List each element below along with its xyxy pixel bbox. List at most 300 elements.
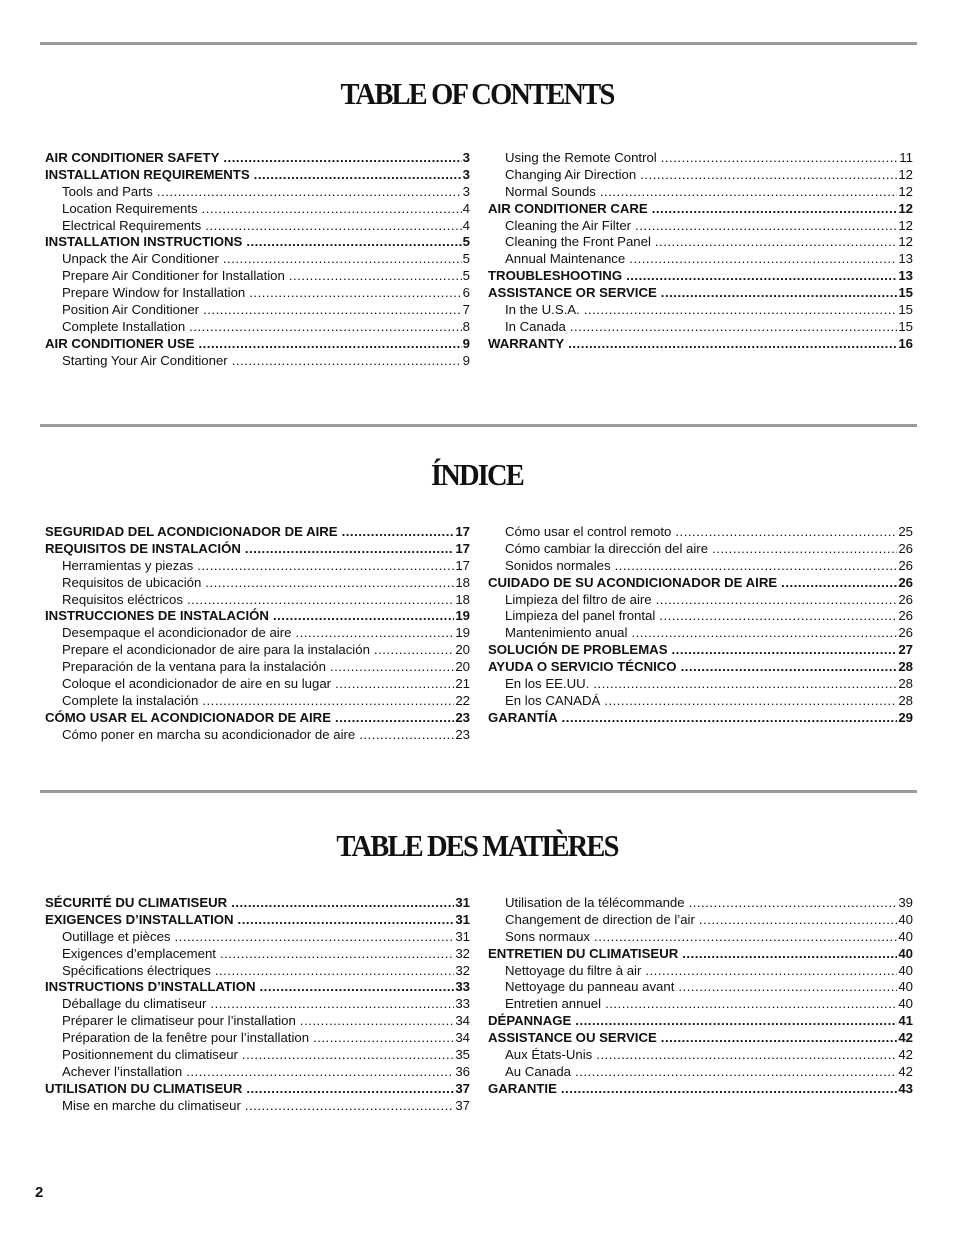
dot-leader: [562, 710, 898, 727]
dot-leader: [189, 319, 462, 336]
entry-label: AIR CONDITIONER SAFETY: [45, 150, 220, 165]
dot-leader: [220, 946, 454, 963]
dot-leader: [245, 1098, 454, 1115]
dot-leader: [238, 912, 455, 929]
entry-page-number: 40: [898, 996, 913, 1012]
toc-heading-entry: [488, 710, 913, 727]
dot-leader: [575, 1064, 897, 1081]
entry-label: Cleaning the Air Filter: [505, 217, 632, 233]
dot-leader: [699, 912, 897, 929]
entry-label: Requisitos eléctricos: [62, 591, 183, 607]
toc-heading-entry: [488, 1013, 913, 1030]
dot-leader: [254, 167, 462, 184]
dot-leader: [242, 1047, 454, 1064]
entry-page-number: 28: [898, 692, 913, 708]
entry-page-number: 28: [898, 659, 913, 675]
entry-page-number: 43: [898, 1080, 913, 1096]
section-title-es: ÍNDICE: [431, 457, 523, 492]
dot-leader: [223, 150, 461, 167]
entry-page-number: 42: [898, 1063, 913, 1079]
toc-subentry: [488, 218, 913, 235]
toc-subentry: [45, 302, 470, 319]
entry-page-number: 26: [898, 540, 913, 556]
toc-heading-entry: [488, 1081, 913, 1098]
toc-subentry: [488, 302, 913, 319]
entry-label: DÉPANNAGE: [488, 1013, 572, 1029]
toc-subentry: [488, 592, 913, 609]
entry-label: Préparation de la fenêtre pour l’installation: [62, 1030, 310, 1046]
entry-label: Electrical Requirements: [62, 217, 202, 233]
entry-label: ASSISTANCE OU SERVICE: [488, 1030, 657, 1046]
dot-leader: [313, 1030, 454, 1047]
dot-leader: [210, 996, 454, 1013]
toc-subentry: [488, 251, 913, 268]
toc-heading-entry: [45, 608, 470, 625]
entry-label: Prepare el acondicionador de aire para la instalación: [62, 642, 370, 658]
entry-label: Prepare Air Conditioner for Installation: [62, 268, 285, 284]
entry-label: CUIDADO DE SU ACONDICIONADOR DE AIRE: [488, 574, 778, 590]
entry-label: Mise en marche du climatiseur: [62, 1097, 241, 1113]
toc-subentry: [45, 676, 470, 693]
dot-leader: [215, 963, 455, 980]
entry-page-number: 40: [898, 945, 913, 961]
section-title-fr: TABLE DES MATIÈRES: [336, 828, 618, 863]
entry-page-number: 5: [462, 268, 470, 284]
toc-subentry: [45, 642, 470, 659]
toc-subentry: [45, 727, 470, 744]
section-title-en: TABLE OF CONTENTS: [340, 76, 614, 111]
entry-page-number: 4: [462, 200, 470, 216]
entry-page-number: 26: [898, 557, 913, 573]
entry-page-number: 36: [455, 1063, 470, 1079]
entry-label: Cómo poner en marcha su acondicionador de aire: [62, 726, 356, 742]
toc-column-en-right: [488, 150, 913, 353]
entry-label: Utilisation de la télécommande: [505, 895, 685, 910]
toc-subentry: [45, 693, 470, 710]
entry-label: GARANTIE: [488, 1080, 557, 1096]
toc-column-fr-left: [45, 895, 470, 1115]
entry-label: Au Canada: [505, 1063, 571, 1079]
toc-subentry: [45, 659, 470, 676]
entry-label: Location Requirements: [62, 200, 198, 216]
entry-page-number: 20: [455, 659, 470, 675]
toc-subentry: [45, 184, 470, 201]
page-number: 2: [35, 1184, 44, 1201]
dot-leader: [575, 1013, 897, 1030]
entry-label: Exigences d’emplacement: [62, 945, 216, 961]
entry-page-number: 9: [462, 352, 470, 368]
entry-page-number: 26: [898, 591, 913, 607]
toc-heading-entry: [488, 268, 913, 285]
entry-label: AIR CONDITIONER USE: [45, 335, 195, 351]
dot-leader: [260, 979, 455, 996]
entry-label: En los CANADÁ: [505, 692, 601, 708]
entry-page-number: 29: [898, 709, 913, 725]
entry-page-number: 3: [462, 150, 470, 165]
dot-leader: [157, 184, 462, 201]
dot-leader: [246, 234, 461, 251]
dot-leader: [661, 285, 898, 302]
divider-rule: [40, 424, 917, 427]
toc-subentry: [488, 929, 913, 946]
toc-heading-entry: [45, 895, 470, 912]
entry-label: Préparer le climatiseur pour l’installation: [62, 1013, 296, 1029]
toc-subentry: [488, 558, 913, 575]
entry-label: Nettoyage du panneau avant: [505, 979, 675, 995]
entry-page-number: 5: [462, 234, 470, 250]
entry-label: INSTALLATION REQUIREMENTS: [45, 166, 250, 182]
dot-leader: [335, 710, 454, 727]
entry-page-number: 5: [462, 251, 470, 267]
entry-page-number: 32: [455, 962, 470, 978]
entry-label: TROUBLESHOOTING: [488, 268, 623, 284]
entry-label: CÓMO USAR EL ACONDICIONADOR DE AIRE: [45, 709, 331, 725]
toc-subentry: [488, 608, 913, 625]
dot-leader: [682, 946, 897, 963]
entry-label: En los EE.UU.: [505, 676, 590, 692]
dot-leader: [245, 541, 454, 558]
toc-heading-entry: [488, 642, 913, 659]
dot-leader: [246, 1081, 454, 1098]
toc-subentry: [488, 1047, 913, 1064]
entry-page-number: 31: [455, 928, 470, 944]
toc-column-es-left: [45, 524, 470, 744]
toc-subentry: [45, 268, 470, 285]
toc-heading-entry: [45, 150, 470, 167]
toc-subentry: [45, 625, 470, 642]
entry-page-number: 27: [898, 642, 913, 658]
toc-heading-entry: [45, 979, 470, 996]
entry-page-number: 33: [455, 979, 470, 995]
entry-label: UTILISATION DU CLIMATISEUR: [45, 1080, 243, 1096]
dot-leader: [300, 1013, 455, 1030]
entry-page-number: 4: [462, 217, 470, 233]
entry-label: Using the Remote Control: [505, 150, 657, 165]
entry-label: Tools and Parts: [62, 183, 153, 199]
dot-leader: [629, 251, 897, 268]
entry-page-number: 12: [898, 200, 913, 216]
dot-leader: [672, 642, 898, 659]
dot-leader: [570, 319, 897, 336]
entry-page-number: 16: [898, 335, 913, 351]
entry-page-number: 34: [455, 1013, 470, 1029]
dot-leader: [335, 676, 454, 693]
dot-leader: [640, 167, 897, 184]
entry-page-number: 17: [455, 557, 470, 573]
toc-subentry: [45, 285, 470, 302]
toc-heading-entry: [488, 336, 913, 353]
entry-label: Cleaning the Front Panel: [505, 234, 651, 250]
entry-page-number: 23: [455, 709, 470, 725]
dot-leader: [223, 251, 462, 268]
toc-subentry: [45, 251, 470, 268]
dot-leader: [202, 693, 454, 710]
entry-label: Aux États-Unis: [505, 1047, 593, 1063]
entry-page-number: 9: [462, 335, 470, 351]
entry-label: Herramientas y piezas: [62, 557, 194, 573]
dot-leader: [689, 895, 898, 912]
entry-page-number: 7: [462, 302, 470, 318]
dot-leader: [205, 575, 454, 592]
toc-heading-entry: [45, 710, 470, 727]
entry-page-number: 23: [455, 726, 470, 742]
entry-label: Changement de direction de l’air: [505, 911, 695, 927]
toc-subentry: [45, 558, 470, 575]
dot-leader: [289, 268, 462, 285]
entry-label: SOLUCIÓN DE PROBLEMAS: [488, 642, 668, 658]
entry-label: Cómo usar el control remoto: [505, 524, 672, 539]
entry-label: EXIGENCES D’INSTALLATION: [45, 911, 234, 927]
entry-page-number: 40: [898, 962, 913, 978]
entry-label: Sonidos normales: [505, 557, 611, 573]
toc-heading-entry: [45, 912, 470, 929]
dot-leader: [202, 201, 462, 218]
dot-leader: [198, 336, 461, 353]
entry-label: INSTALLATION INSTRUCTIONS: [45, 234, 243, 250]
entry-page-number: 31: [455, 895, 470, 910]
entry-page-number: 3: [462, 166, 470, 182]
entry-page-number: 12: [898, 217, 913, 233]
entry-page-number: 17: [455, 540, 470, 556]
dot-leader: [593, 676, 897, 693]
entry-page-number: 42: [898, 1047, 913, 1063]
entry-label: Nettoyage du filtre à air: [505, 962, 642, 978]
toc-subentry: [488, 541, 913, 558]
toc-subentry: [488, 996, 913, 1013]
dot-leader: [652, 201, 898, 218]
entry-page-number: 31: [455, 911, 470, 927]
entry-page-number: 35: [455, 1047, 470, 1063]
entry-label: WARRANTY: [488, 335, 565, 351]
entry-page-number: 6: [462, 285, 470, 301]
toc-heading-entry: [488, 659, 913, 676]
entry-label: Cómo cambiar la dirección del aire: [505, 540, 709, 556]
entry-page-number: 32: [455, 945, 470, 961]
dot-leader: [605, 996, 897, 1013]
entry-page-number: 8: [462, 318, 470, 334]
entry-label: GARANTÍA: [488, 709, 558, 725]
toc-subentry: [488, 167, 913, 184]
toc-heading-entry: [488, 285, 913, 302]
entry-page-number: 3: [462, 183, 470, 199]
entry-label: INSTRUCCIONES DE INSTALACIÓN: [45, 608, 269, 624]
toc-heading-entry: [45, 234, 470, 251]
entry-label: AYUDA O SERVICIO TÉCNICO: [488, 659, 677, 675]
entry-page-number: 42: [898, 1030, 913, 1046]
dot-leader: [659, 608, 897, 625]
dot-leader: [626, 268, 897, 285]
entry-label: Changing Air Direction: [505, 166, 637, 182]
toc-subentry: [488, 150, 913, 167]
toc-subentry: [488, 1064, 913, 1081]
dot-leader: [604, 693, 897, 710]
dot-leader: [645, 963, 897, 980]
entry-page-number: 26: [898, 574, 913, 590]
dot-leader: [678, 979, 897, 996]
entry-label: In the U.S.A.: [505, 302, 580, 318]
entry-page-number: 18: [455, 591, 470, 607]
entry-label: In Canada: [505, 318, 566, 334]
dot-leader: [584, 302, 898, 319]
entry-label: Coloque el acondicionador de aire en su lugar: [62, 676, 332, 692]
entry-label: Complete la instalación: [62, 692, 199, 708]
divider-rule: [40, 42, 917, 45]
entry-page-number: 18: [455, 574, 470, 590]
entry-page-number: 19: [455, 625, 470, 641]
entry-page-number: 26: [898, 608, 913, 624]
toc-heading-entry: [45, 1081, 470, 1098]
entry-page-number: 12: [898, 183, 913, 199]
toc-subentry: [45, 1098, 470, 1115]
divider-rule: [40, 790, 917, 793]
dot-leader: [596, 1047, 897, 1064]
entry-label: INSTRUCTIONS D’INSTALLATION: [45, 979, 256, 995]
entry-page-number: 25: [898, 524, 913, 539]
dot-leader: [661, 1030, 898, 1047]
entry-page-number: 11: [899, 150, 913, 165]
toc-column-fr-right: [488, 895, 913, 1098]
entry-page-number: 17: [455, 524, 470, 539]
dot-leader: [374, 642, 454, 659]
dot-leader: [359, 727, 454, 744]
entry-label: Positionnement du climatiseur: [62, 1047, 238, 1063]
entry-label: Spécifications électriques: [62, 962, 211, 978]
toc-subentry: [45, 1013, 470, 1030]
toc-subentry: [45, 996, 470, 1013]
entry-page-number: 40: [898, 928, 913, 944]
toc-subentry: [45, 946, 470, 963]
toc-subentry: [45, 575, 470, 592]
dot-leader: [781, 575, 897, 592]
entry-label: Limpieza del filtro de aire: [505, 591, 652, 607]
entry-page-number: 13: [898, 251, 913, 267]
toc-subentry: [45, 201, 470, 218]
toc-heading-entry: [488, 946, 913, 963]
entry-page-number: 13: [898, 268, 913, 284]
toc-subentry: [488, 184, 913, 201]
toc-subentry: [488, 524, 913, 541]
toc-subentry: [488, 963, 913, 980]
entry-page-number: 21: [455, 676, 470, 692]
entry-label: Requisitos de ubicación: [62, 574, 202, 590]
toc-subentry: [45, 353, 470, 370]
entry-page-number: 26: [898, 625, 913, 641]
toc-heading-entry: [45, 167, 470, 184]
toc-subentry: [488, 895, 913, 912]
dot-leader: [203, 302, 462, 319]
entry-page-number: 41: [898, 1013, 913, 1029]
toc-subentry: [488, 693, 913, 710]
entry-page-number: 40: [898, 979, 913, 995]
toc-subentry: [45, 1064, 470, 1081]
entry-label: Annual Maintenance: [505, 251, 626, 267]
entry-label: ENTRETIEN DU CLIMATISEUR: [488, 945, 679, 961]
dot-leader: [273, 608, 454, 625]
entry-page-number: 20: [455, 642, 470, 658]
entry-label: Preparación de la ventana para la instalación: [62, 659, 326, 675]
dot-leader: [187, 592, 454, 609]
dot-leader: [232, 353, 462, 370]
entry-page-number: 19: [455, 608, 470, 624]
dot-leader: [561, 1081, 897, 1098]
dot-leader: [656, 592, 898, 609]
entry-label: ASSISTANCE OR SERVICE: [488, 285, 657, 301]
dot-leader: [231, 895, 454, 912]
entry-page-number: 12: [898, 234, 913, 250]
entry-label: Sons normaux: [505, 928, 591, 944]
toc-subentry: [45, 1030, 470, 1047]
toc-subentry: [45, 1047, 470, 1064]
entry-label: Mantenimiento anual: [505, 625, 628, 641]
dot-leader: [342, 524, 455, 541]
dot-leader: [249, 285, 461, 302]
entry-page-number: 15: [898, 318, 913, 334]
toc-subentry: [45, 592, 470, 609]
entry-label: Desempaque el acondicionador de aire: [62, 625, 292, 641]
entry-page-number: 15: [898, 285, 913, 301]
entry-label: Limpieza del panel frontal: [505, 608, 656, 624]
dot-leader: [681, 659, 898, 676]
dot-leader: [330, 659, 454, 676]
entry-page-number: 33: [455, 996, 470, 1012]
entry-label: AIR CONDITIONER CARE: [488, 200, 648, 216]
dot-leader: [186, 1064, 454, 1081]
toc-subentry: [488, 234, 913, 251]
toc-heading-entry: [488, 575, 913, 592]
entry-label: Déballage du climatiseur: [62, 996, 207, 1012]
toc-subentry: [488, 625, 913, 642]
dot-leader: [600, 184, 897, 201]
dot-leader: [615, 558, 898, 575]
entry-page-number: 12: [898, 166, 913, 182]
entry-label: Position Air Conditioner: [62, 302, 200, 318]
entry-page-number: 39: [898, 895, 913, 910]
dot-leader: [594, 929, 897, 946]
entry-label: Starting Your Air Conditioner: [62, 352, 228, 368]
entry-label: SÉCURITÉ DU CLIMATISEUR: [45, 895, 228, 910]
toc-subentry: [45, 929, 470, 946]
dot-leader: [295, 625, 454, 642]
dot-leader: [568, 336, 897, 353]
toc-subentry: [488, 979, 913, 996]
entry-page-number: 40: [898, 911, 913, 927]
dot-leader: [655, 234, 897, 251]
toc-heading-entry: [45, 524, 470, 541]
entry-page-number: 15: [898, 302, 913, 318]
dot-leader: [712, 541, 897, 558]
toc-subentry: [45, 218, 470, 235]
toc-heading-entry: [488, 201, 913, 218]
toc-subentry: [45, 963, 470, 980]
entry-label: Outillage et pièces: [62, 928, 171, 944]
entry-label: Entretien annuel: [505, 996, 602, 1012]
dot-leader: [675, 524, 897, 541]
dot-leader: [661, 150, 899, 167]
entry-page-number: 28: [898, 676, 913, 692]
toc-column-es-right: [488, 524, 913, 727]
entry-label: SEGURIDAD DEL ACONDICIONADOR DE AIRE: [45, 524, 338, 539]
toc-subentry: [488, 319, 913, 336]
entry-label: Normal Sounds: [505, 183, 596, 199]
entry-page-number: 22: [455, 692, 470, 708]
toc-heading-entry: [45, 541, 470, 558]
toc-subentry: [45, 319, 470, 336]
entry-label: Complete Installation: [62, 318, 186, 334]
entry-label: REQUISITOS DE INSTALACIÓN: [45, 540, 241, 556]
entry-page-number: 37: [455, 1097, 470, 1113]
entry-label: Unpack the Air Conditioner: [62, 251, 219, 267]
toc-column-en-left: [45, 150, 470, 370]
